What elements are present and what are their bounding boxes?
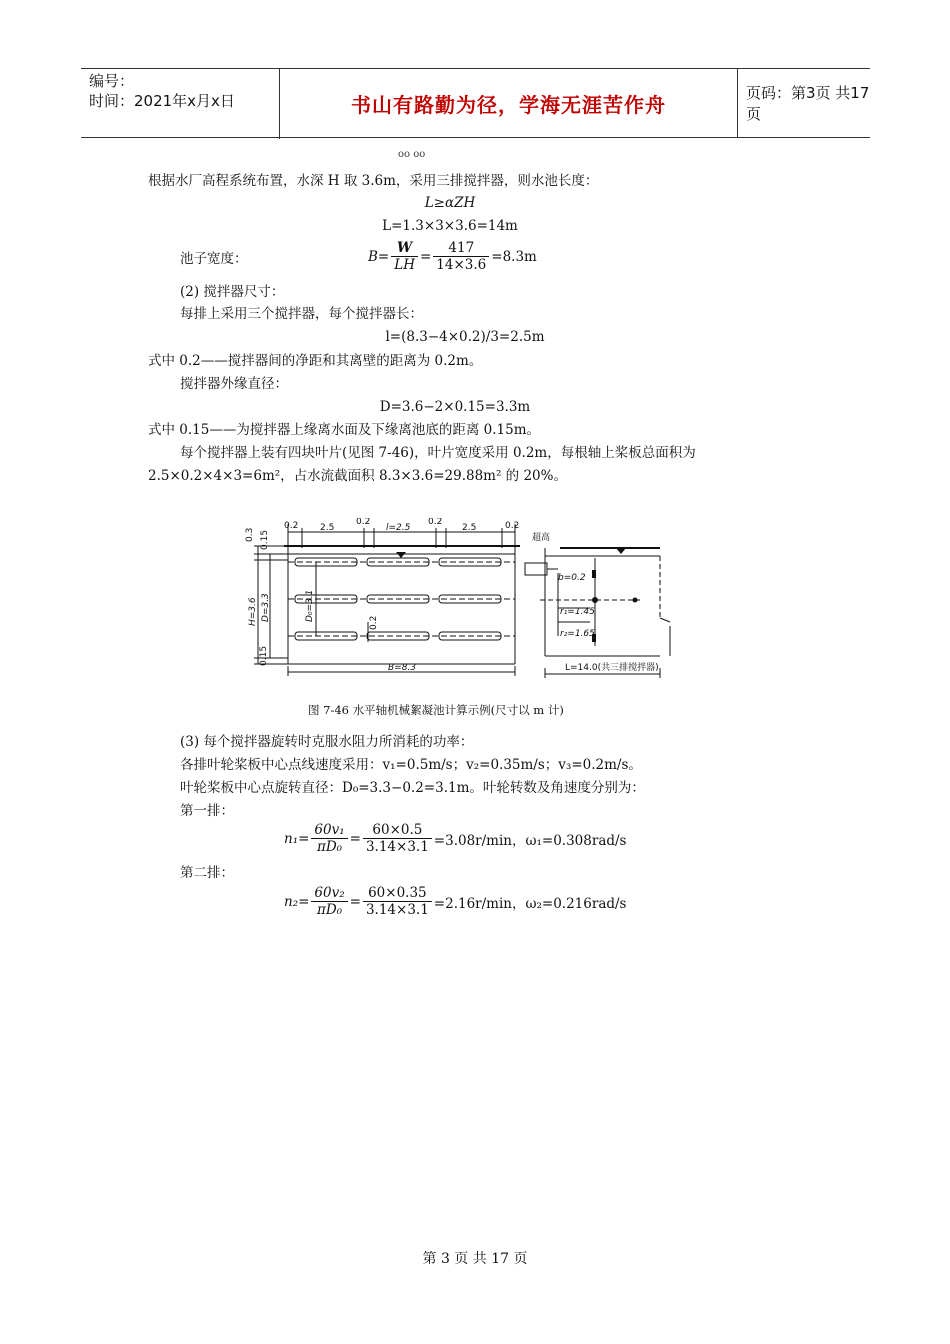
n2-f2-den: 3.14×3.1 bbox=[365, 902, 429, 918]
equation-width bbox=[368, 240, 537, 273]
header-meta bbox=[81, 69, 280, 139]
fig-chaogao: 超高 bbox=[532, 533, 551, 543]
section-3-title: (3) 每个搅拌器旋转时克服水阻力所消耗的功率： bbox=[180, 734, 474, 750]
fig-dim-015b: 0.15 bbox=[259, 645, 269, 666]
n1-eq-sign: = bbox=[349, 830, 361, 847]
equation-n1 bbox=[284, 822, 626, 855]
fig-dim-l: l=2.5 bbox=[386, 523, 411, 533]
section-3-diameter: 叶轮桨板中心点旋转直径：D₀=3.3−0.2=3.1m。叶轮转数及角速度分别为： bbox=[180, 780, 645, 796]
doc-number-label: 编号： bbox=[89, 72, 135, 90]
fig-dim-b: b=0.2 bbox=[558, 573, 586, 583]
fig-dim-03: 0.3 bbox=[245, 527, 255, 542]
width-label: 池子宽度： bbox=[180, 251, 248, 267]
doc-time-label: 时间：2021年x月x日 bbox=[89, 92, 235, 110]
outer-diameter-label: 搅拌器外缘直径： bbox=[180, 376, 288, 392]
fig-dim-25b: 2.5 bbox=[462, 523, 477, 533]
width-mid: = bbox=[419, 248, 432, 265]
row-2-label: 第二排： bbox=[180, 865, 234, 881]
n1-lhs: n₁= bbox=[284, 830, 310, 847]
header-motto: 书山有路勤为径，学海无涯苦作舟 bbox=[280, 69, 738, 137]
equation-stirrer-length: l=(8.3−4×0.2)/3=2.5m bbox=[385, 329, 545, 345]
paragraph-blades-2: 2.5×0.2×4×3=6m²，占水流截面积 8.3×3.6=29.88m² 的 20%。 bbox=[148, 468, 567, 484]
equation-outer-diameter: D=3.6−2×0.15=3.3m bbox=[379, 399, 531, 415]
n2-fraction-2 bbox=[363, 885, 432, 918]
fig-dim-02c: 0.2 bbox=[428, 518, 443, 527]
width-fraction-1 bbox=[391, 240, 418, 273]
n2-lhs: n₂= bbox=[284, 893, 310, 910]
n2-f1-den: πD₀ bbox=[316, 902, 343, 918]
row-1-label: 第一排： bbox=[180, 803, 234, 819]
equation-length: L=1.3×3×3.6=14m bbox=[382, 218, 518, 234]
n2-f1-num: 60v₂ bbox=[311, 885, 347, 902]
width-f2-den: 14×3.6 bbox=[436, 257, 487, 273]
n1-f1-num: 60v₁ bbox=[311, 822, 347, 839]
equation-n2 bbox=[284, 885, 626, 918]
width-rhs: =8.3m bbox=[491, 248, 537, 265]
width-f2-num: 417 bbox=[433, 240, 489, 257]
n1-f1-den: πD₀ bbox=[316, 839, 343, 855]
page-header bbox=[81, 68, 870, 138]
cut-off-text: oo oo bbox=[398, 149, 426, 160]
width-f1-num: W bbox=[391, 240, 418, 257]
fig-dim-D0: D₀=3.1 bbox=[305, 589, 315, 622]
section-3-velocity: 各排叶轮桨板中心点线速度采用：v₁=0.5m/s；v₂=0.35m/s；v₃=0.2m/s。 bbox=[180, 757, 642, 773]
section-2-title: (2) 搅拌器尺寸： bbox=[180, 284, 285, 300]
fig-dim-02b: 0.2 bbox=[356, 518, 371, 527]
header-page-label: 页码：第3页 共17页 bbox=[746, 84, 870, 123]
note-spacing: 式中 0.2——搅拌器间的净距和其离壁的距离为 0.2m。 bbox=[148, 353, 483, 369]
fig-dim-02a: 0.2 bbox=[284, 521, 299, 531]
fig-dim-B: B=8.3 bbox=[388, 663, 417, 673]
figure-flocculation-tank bbox=[240, 518, 690, 683]
fig-dim-r1: r₁=1.45 bbox=[560, 607, 595, 617]
fig-dim-r2: r₂=1.65 bbox=[560, 629, 595, 639]
n2-rhs: =2.16r/min，ω₂=0.216rad/s bbox=[433, 895, 627, 912]
section-2-paragraph: 每排上采用三个搅拌器，每个搅拌器长： bbox=[180, 306, 423, 322]
width-lhs: B= bbox=[368, 248, 390, 265]
n2-eq-sign: = bbox=[349, 893, 361, 910]
fig-dim-D: D=3.3 bbox=[261, 593, 271, 622]
note-edge-distance: 式中 0.15——为搅拌器上缘离水面及下缘离池底的距离 0.15m。 bbox=[148, 422, 541, 438]
n1-f2-num: 60×0.5 bbox=[363, 822, 432, 839]
fig-dim-02e: 0.2 bbox=[369, 615, 379, 630]
fig-dim-015a: 0.15 bbox=[260, 529, 270, 550]
fig-dim-25a: 2.5 bbox=[320, 523, 335, 533]
n1-f2-den: 3.14×3.1 bbox=[365, 839, 429, 855]
n1-fraction-2 bbox=[363, 822, 432, 855]
n2-f2-num: 60×0.35 bbox=[363, 885, 432, 902]
equation-length-condition: L≥αZH bbox=[424, 195, 476, 211]
n1-rhs: =3.08r/min，ω₁=0.308rad/s bbox=[433, 832, 627, 849]
figure-caption: 图 7-46 水平轴机械絮凝池计算示例(尺寸以 m 计) bbox=[308, 703, 564, 717]
width-fraction-2 bbox=[433, 240, 489, 273]
fig-dim-H: H=3.6 bbox=[248, 597, 258, 626]
n2-fraction-1 bbox=[311, 885, 347, 918]
n1-fraction-1 bbox=[311, 822, 347, 855]
paragraph-depth: 根据水厂高程系统布置，水深 H 取 3.6m，采用三排搅拌器，则水池长度： bbox=[148, 173, 599, 189]
fig-dim-L: L=14.0(共三排搅拌器) bbox=[565, 663, 659, 673]
fig-dim-02d: 0.2 bbox=[505, 521, 520, 531]
paragraph-blades-1: 每个搅拌器上装有四块叶片(见图 7-46)，叶片宽度采用 0.2m，每根轴上桨板总面积为 bbox=[180, 445, 696, 461]
width-f1-den: LH bbox=[394, 257, 415, 273]
page-footer: 第 3 页 共 17 页 bbox=[422, 1251, 528, 1267]
